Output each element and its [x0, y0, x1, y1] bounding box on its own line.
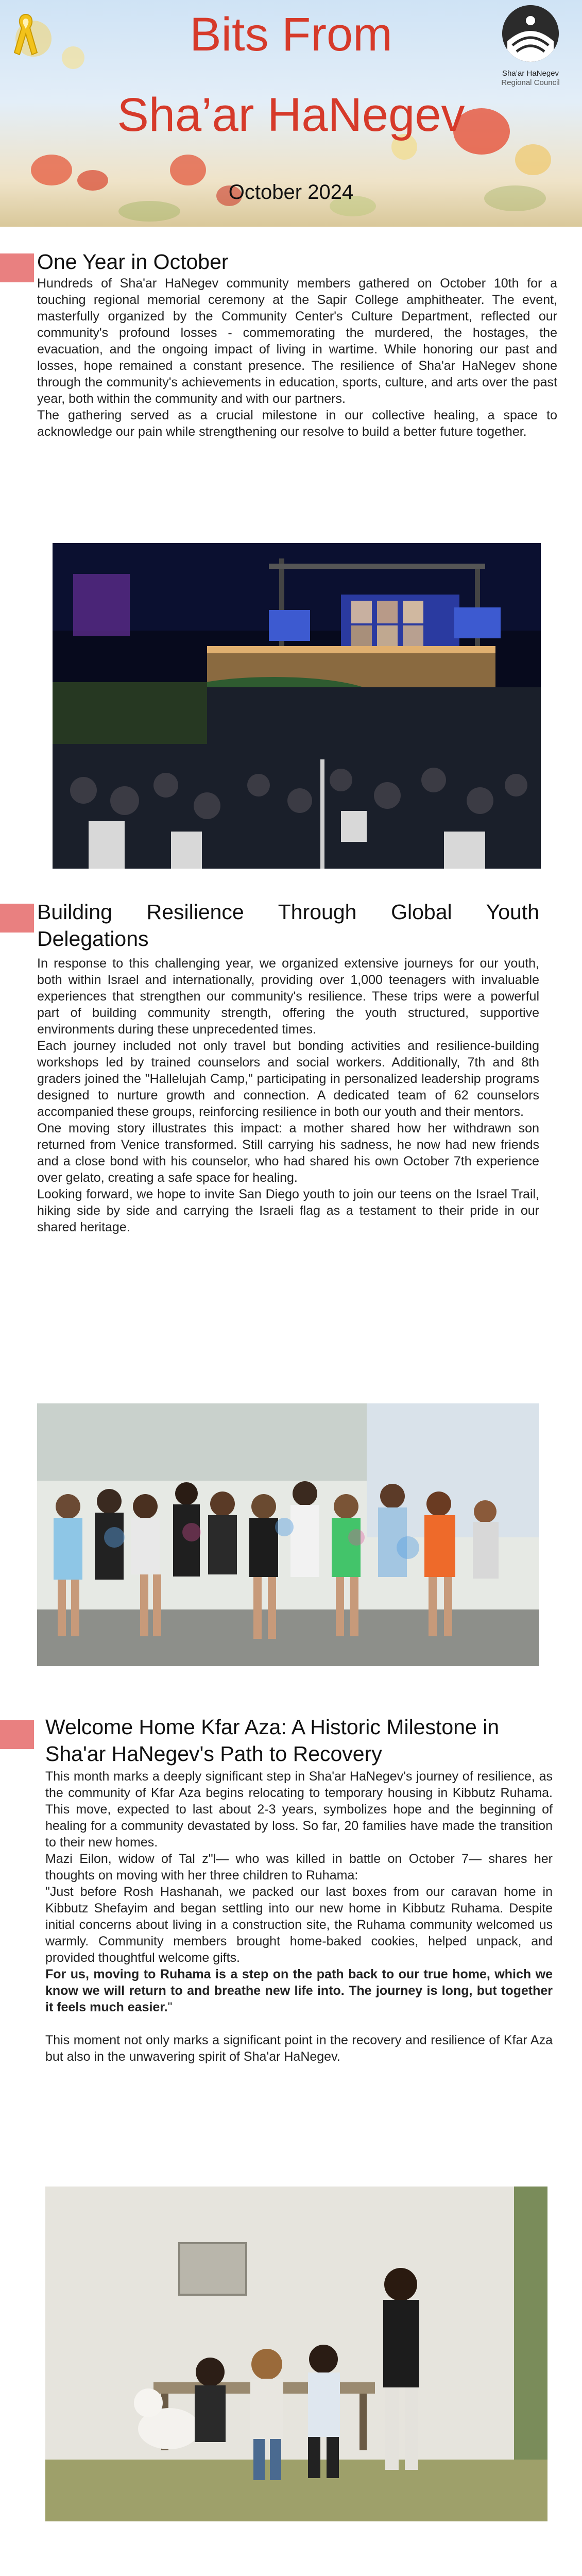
section-marker — [0, 904, 34, 933]
section-heading-kfar-aza: Welcome Home Kfar Aza: A Historic Milestone in Sha'ar HaNegev's Path to Recovery — [45, 1715, 500, 1766]
photo-memorial-ceremony — [53, 543, 541, 869]
photo-youth-group — [37, 1403, 539, 1666]
photo-eilon-family — [45, 2187, 547, 2521]
newsletter-title-line2: Sha’ar HaNegev — [117, 89, 465, 141]
paragraph: This month marks a deeply significant step in Sha'ar HaNegev's journey of resilience, as the community of Kfar Aza begins relocating to temporary housing in Kibbutz Ruhama. This move, expected to last about 2-3 years, symbolizes hope and the beginning of healing for a community devastated by loss. So far, 20 families have made the transition to their new homes. — [45, 1769, 553, 1850]
quote-paragraph — [45, 1966, 553, 2015]
logo-name: Sha’ar HaNegev — [502, 69, 559, 78]
section-heading-youth-delegations: Building Resilience Through Global Youth Delegations — [37, 900, 539, 951]
paragraph: This moment not only marks a significant point in the recovery and resilience of Kfar Aza but also in the unwavering spirit of Sha'ar HaNegev. — [45, 2033, 553, 2064]
section-heading-one-year: One Year in October — [37, 250, 229, 274]
paragraph: Looking forward, we hope to invite San Diego youth to join our teens on the Israel Trail, hiking side by side and carrying the Israeli flag as a testament to their pride in our shared heritage. — [37, 1187, 539, 1234]
issue-month: October 2024 — [228, 181, 354, 204]
section-body-youth-delegations — [37, 955, 539, 1235]
paragraph: Each journey included not only travel but bonding activities and resilience-building workshops led by trained counselors and social workers. Additionally, 7th and 8th graders joined the "Hallelujah Camp," participating in personalized leadership programs designed to nurture growth and connection. A dedicated team of 62 counselors accompanied these groups, reinforcing resilience in both our youth and their mentors. — [37, 1039, 539, 1119]
paragraph: The gathering served as a crucial milestone in our collective healing, a space to acknowledge our pain while strengthening our resolve to build a better future together. — [37, 408, 557, 439]
paragraph: Mazi Eilon, widow of Tal z"l— who was killed in battle on October 7— shares her thoughts on moving with her three children to Ruhama: — [45, 1852, 553, 1883]
newsletter-title-line1: Bits From — [190, 8, 392, 61]
section-marker — [0, 253, 34, 282]
logo-subtitle: Regional Council — [501, 78, 560, 87]
header-banner — [0, 0, 582, 227]
paragraph: Hundreds of Sha'ar HaNegev community members gathered on October 10th for a touching regional memorial ceremony at the Sapir College amphitheater. The event, masterfully organized by the Community Center's Culture Department, reflected our community's profound losses - commemorating the murdered, the hostages, the evacuation, and the ongoing impact of living in wartime. While honoring our past and losses, hope remained a constant presence. The resilience of Sha'ar HaNegev shone through the community's achievements in education, sports, culture, and arts over the past year, both within the community and with our partners. — [37, 276, 557, 406]
paragraph: One moving story illustrates this impact: a mother shared how her withdrawn son returned from Venice transformed. Still carrying his sadness, he now had new friends and a close bond with his counselor, who had shared his own October 7th experience over gelato, creating a safe space for healing. — [37, 1121, 539, 1185]
quote-bold: For us, moving to Ruhama is a step on the path back to our true home, which we know we will return to and breathe new life into. The journey is long, but together it feels much easier. — [45, 1967, 553, 2014]
section-body-kfar-aza — [45, 1768, 553, 2065]
section-marker — [0, 1720, 34, 1749]
paragraph: In response to this challenging year, we organized extensive journeys for our youth, both within Israel and internationally, providing over 1,000 teenagers with invaluable experiences that strengthen our community's resilience. These trips were a powerful part of building community strength, offering the youth structured, supportive environments during these unprecedented times. — [37, 956, 539, 1037]
spacer — [45, 2015, 553, 2032]
paragraph: "Just before Rosh Hashanah, we packed our last boxes from our caravan home in Kibbutz Shefayim and began settling into our new home in Kibbutz Ruhama. Despite initial concerns about living in a construction site, the Ruhama community welcomed us warmly. Community members brought home-baked cookies, helped unpack, and provided thoughtful welcome gifts. — [45, 1885, 553, 1965]
quote-close: " — [167, 2000, 173, 2014]
section-body-one-year — [37, 275, 557, 440]
council-logo — [494, 5, 567, 93]
council-emblem-icon — [502, 5, 559, 62]
